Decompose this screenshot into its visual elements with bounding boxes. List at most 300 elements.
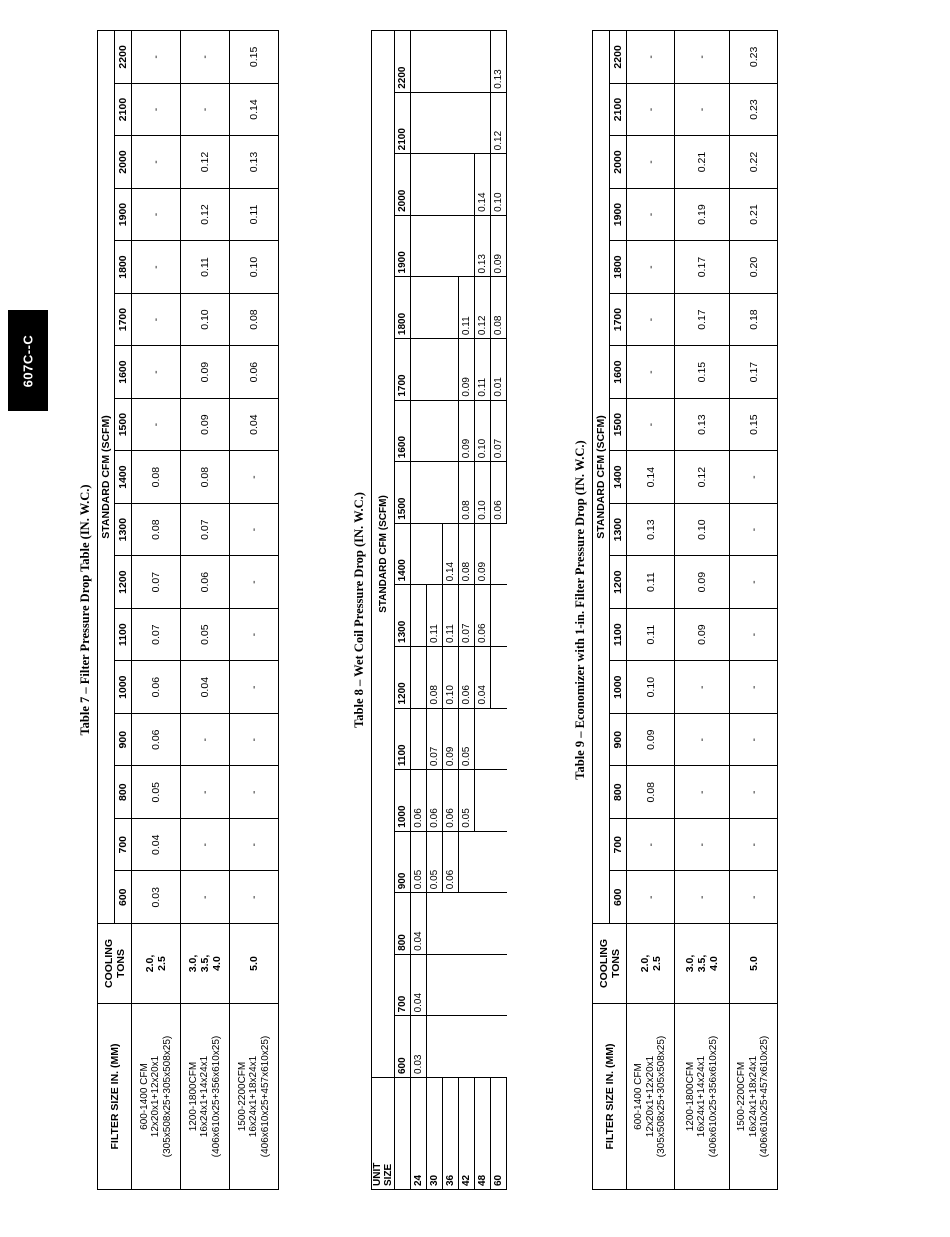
table-9-caption: Table 9 – Economizer with 1-in. Filter Pressure Drop (IN. W.C.) [573, 440, 587, 780]
value-cell [443, 154, 459, 216]
table-8-block [352, 30, 507, 1190]
value-cell [443, 893, 459, 955]
filter-size-line: (406x610x25+356x610x25) [707, 1035, 719, 1158]
value-cell: 0.04 [132, 818, 181, 871]
header-filter-size: FILTER SIZE IN. (MM) [593, 1004, 627, 1190]
cooling-tons-line: 5.0 [747, 956, 760, 971]
filter-size-line: 1500-2200CFM [736, 1061, 748, 1132]
value-cell: 0.09 [491, 215, 507, 277]
value-cell: 0.12 [181, 188, 230, 241]
value-cell: - [627, 293, 675, 346]
value-cell [443, 400, 459, 462]
value-cell: 0.09 [675, 608, 730, 661]
value-cell: 0.06 [475, 585, 491, 647]
value-cell: - [230, 871, 279, 924]
value-cell: - [132, 293, 181, 346]
value-cell [443, 339, 459, 401]
cfm-header-cell: 1700 [115, 293, 132, 346]
table-row [132, 31, 181, 1190]
value-cell [491, 893, 507, 955]
value-cell: 0.11 [443, 585, 459, 647]
table-7 [97, 30, 279, 1190]
value-cell [459, 893, 475, 955]
value-cell [427, 400, 443, 462]
filter-size-line: (406x610x25+457x610x25) [259, 1035, 271, 1158]
side-tab-label: 607C--C [20, 334, 36, 387]
value-cell: - [627, 83, 675, 136]
value-cell: - [627, 31, 675, 84]
value-cell: - [675, 871, 730, 924]
value-cell: 0.07 [459, 585, 475, 647]
table-row [627, 31, 675, 1190]
value-cell: - [730, 503, 778, 556]
value-cell: 0.11 [181, 241, 230, 294]
value-cell: - [132, 83, 181, 136]
cfm-header-cell: 600 [610, 871, 627, 924]
table-row [411, 31, 427, 1190]
value-cell [427, 339, 443, 401]
cfm-header-cell: 1900 [610, 188, 627, 241]
value-cell: - [675, 713, 730, 766]
value-cell: 0.12 [491, 92, 507, 154]
value-cell [427, 462, 443, 524]
value-cell: 0.03 [132, 871, 181, 924]
table-7-caption: Table 7 – Filter Pressure Drop Table (IN. W.C.) [78, 484, 92, 736]
cfm-header-cell: 1800 [115, 241, 132, 294]
value-cell: - [675, 83, 730, 136]
cooling-tons-cell [132, 924, 181, 1004]
filter-size-line: (406x610x25+356x610x25) [210, 1035, 222, 1158]
table-row [675, 31, 730, 1190]
cfm-header-cell: 1700 [395, 339, 411, 401]
value-cell: 0.08 [427, 646, 443, 708]
value-cell: - [181, 818, 230, 871]
value-cell: 0.06 [491, 462, 507, 524]
table-row [475, 31, 491, 1190]
value-cell: - [132, 136, 181, 189]
value-cell: - [230, 451, 279, 504]
cooling-tons-cell [181, 924, 230, 1004]
value-cell: 0.07 [427, 708, 443, 770]
value-cell: 0.17 [675, 241, 730, 294]
value-cell [459, 31, 475, 93]
value-cell: 0.12 [675, 451, 730, 504]
value-cell: - [230, 608, 279, 661]
filter-size-line: 12x20x1+12x20x1 [644, 1055, 656, 1138]
value-cell: 0.22 [730, 136, 778, 189]
table-row [181, 31, 230, 1190]
value-cell: - [230, 661, 279, 714]
value-cell: 0.06 [427, 770, 443, 832]
unit-size-cell: 42 [459, 1078, 475, 1190]
value-cell: - [730, 818, 778, 871]
value-cell: - [675, 661, 730, 714]
value-cell [459, 954, 475, 1016]
value-cell: 0.05 [427, 831, 443, 893]
value-cell [491, 585, 507, 647]
value-cell: - [627, 241, 675, 294]
value-cell: - [730, 713, 778, 766]
value-cell [411, 92, 427, 154]
value-cell [443, 215, 459, 277]
cooling-tons-line: 4.0 [708, 956, 720, 971]
value-cell [475, 954, 491, 1016]
value-cell: - [230, 556, 279, 609]
unit-size-cell: 60 [491, 1078, 507, 1190]
value-cell: 0.15 [230, 31, 279, 84]
value-cell [427, 31, 443, 93]
value-cell: 0.23 [730, 31, 778, 84]
cfm-header-cell: 1300 [610, 503, 627, 556]
cfm-header-cell: 900 [610, 713, 627, 766]
cfm-header-cell: 600 [395, 1016, 411, 1078]
value-cell [491, 1016, 507, 1078]
cfm-header-cell: 2000 [115, 136, 132, 189]
value-cell [475, 831, 491, 893]
value-cell: 0.19 [675, 188, 730, 241]
value-cell: 0.08 [132, 451, 181, 504]
value-cell [427, 1016, 443, 1078]
value-cell: 0.10 [443, 646, 459, 708]
value-cell [459, 1016, 475, 1078]
value-cell: - [132, 188, 181, 241]
value-cell: 0.11 [627, 556, 675, 609]
unit-size-cell: 36 [443, 1078, 459, 1190]
cfm-header-cell: 1100 [395, 708, 411, 770]
value-cell [443, 954, 459, 1016]
filter-size-cell [675, 1004, 730, 1190]
cfm-header-cell: 1200 [395, 646, 411, 708]
cooling-tons-line: 3.0, [684, 954, 696, 973]
cfm-header-cell: 700 [395, 954, 411, 1016]
cfm-header-cell: 1500 [115, 398, 132, 451]
value-cell: 0.14 [443, 523, 459, 585]
value-cell: 0.13 [627, 503, 675, 556]
value-cell: - [230, 713, 279, 766]
value-cell: - [675, 31, 730, 84]
cooling-tons-cell [675, 924, 730, 1004]
cooling-tons-line: 3.5, [696, 954, 708, 973]
table-row [443, 31, 459, 1190]
value-cell: - [730, 608, 778, 661]
cfm-header-cell: 1500 [395, 462, 411, 524]
value-cell: 0.01 [491, 339, 507, 401]
value-cell [491, 646, 507, 708]
value-cell [443, 92, 459, 154]
value-cell: 0.06 [230, 346, 279, 399]
header-filter-size: FILTER SIZE IN. (MM) [98, 1004, 132, 1190]
value-cell: 0.15 [675, 346, 730, 399]
value-cell: 0.10 [230, 241, 279, 294]
value-cell: 0.06 [132, 713, 181, 766]
value-cell [443, 31, 459, 93]
table-8-caption: Table 8 – Wet Coil Pressure Drop (IN. W.C.) [352, 492, 366, 728]
filter-size-line: 16x24x1+18x24x1 [747, 1055, 759, 1138]
cfm-header-cell: 700 [115, 818, 132, 871]
table-row [730, 31, 778, 1190]
value-cell: - [675, 818, 730, 871]
header-cooling-tons: COOLING TONS [98, 924, 132, 1004]
cfm-header-cell: 1100 [610, 608, 627, 661]
value-cell: - [627, 188, 675, 241]
value-cell: - [730, 871, 778, 924]
value-cell: 0.08 [459, 523, 475, 585]
value-cell: 0.06 [459, 646, 475, 708]
value-cell: 0.09 [475, 523, 491, 585]
table-8 [371, 30, 507, 1190]
filter-size-cell [132, 1004, 181, 1190]
value-cell [427, 277, 443, 339]
value-cell: 0.10 [475, 400, 491, 462]
value-cell [411, 462, 427, 524]
cooling-tons-line: 2.0, [638, 954, 651, 973]
value-cell: 0.09 [627, 713, 675, 766]
value-cell: 0.06 [132, 661, 181, 714]
value-cell: 0.15 [730, 398, 778, 451]
value-cell [443, 462, 459, 524]
value-cell: 0.13 [491, 31, 507, 93]
value-cell: 0.09 [459, 400, 475, 462]
unit-size-cell: 48 [475, 1078, 491, 1190]
cfm-header-cell: 2000 [395, 154, 411, 216]
value-cell [427, 893, 443, 955]
header-size-label: SIZE [383, 1163, 394, 1186]
cfm-header-cell: 1300 [395, 585, 411, 647]
value-cell [443, 1016, 459, 1078]
filter-size-line: 16x24x1+14x24x1 [199, 1055, 211, 1138]
value-cell [411, 585, 427, 647]
cooling-tons-line: 3.0, [187, 954, 199, 973]
filter-size-line: 600-1400 CFM [633, 1063, 645, 1130]
value-cell: - [230, 818, 279, 871]
side-tab [8, 310, 48, 411]
table-row [491, 31, 507, 1190]
value-cell: - [627, 871, 675, 924]
value-cell: 0.08 [230, 293, 279, 346]
header-unit-size [372, 1078, 395, 1190]
value-cell [475, 31, 491, 93]
value-cell [443, 277, 459, 339]
cfm-header-cell: 800 [395, 893, 411, 955]
value-cell: - [181, 713, 230, 766]
value-cell [427, 954, 443, 1016]
value-cell: 0.08 [459, 462, 475, 524]
value-cell: 0.07 [132, 556, 181, 609]
value-cell: - [181, 83, 230, 136]
value-cell: 0.04 [181, 661, 230, 714]
cooling-tons-line: 4.0 [211, 956, 223, 971]
value-cell [475, 1016, 491, 1078]
cfm-header-cell: 1700 [610, 293, 627, 346]
filter-size-line: 1500-2200CFM [236, 1061, 248, 1132]
value-cell: - [627, 136, 675, 189]
value-cell: 0.09 [675, 556, 730, 609]
cfm-header-cell: 1100 [115, 608, 132, 661]
value-cell [427, 523, 443, 585]
value-cell: 0.07 [132, 608, 181, 661]
value-cell: 0.05 [459, 708, 475, 770]
filter-size-cell [230, 1004, 279, 1190]
header-spacer [395, 1078, 411, 1190]
cfm-header-cell: 900 [395, 831, 411, 893]
filter-size-line: 1200-1800CFM [684, 1061, 696, 1132]
value-cell [491, 954, 507, 1016]
value-cell: - [230, 766, 279, 819]
value-cell [427, 215, 443, 277]
value-cell [411, 215, 427, 277]
unit-size-cell: 30 [427, 1078, 443, 1190]
cooling-tons-cell [730, 924, 778, 1004]
value-cell: - [132, 346, 181, 399]
filter-size-line: 16x24x1+18x24x1 [248, 1055, 260, 1138]
value-cell: 0.10 [181, 293, 230, 346]
value-cell: - [730, 661, 778, 714]
table-row [427, 31, 443, 1190]
value-cell: 0.14 [230, 83, 279, 136]
cfm-header-cell: 700 [610, 818, 627, 871]
value-cell: 0.07 [491, 400, 507, 462]
value-cell: 0.10 [491, 154, 507, 216]
cfm-header-cell: 2200 [610, 31, 627, 84]
cfm-header-cell: 1400 [395, 523, 411, 585]
cooling-tons-line: 2.5 [156, 956, 168, 971]
value-cell: 0.21 [675, 136, 730, 189]
value-cell [491, 770, 507, 832]
table-7-block [78, 30, 279, 1190]
value-cell [411, 523, 427, 585]
value-cell: 0.09 [459, 339, 475, 401]
cfm-header-cell: 1400 [115, 451, 132, 504]
filter-size-cell [730, 1004, 778, 1190]
cfm-header-cell: 1900 [115, 188, 132, 241]
value-cell [491, 523, 507, 585]
value-cell [411, 708, 427, 770]
value-cell: - [181, 31, 230, 84]
value-cell: 0.07 [181, 503, 230, 556]
filter-size-line: (406x610x25+457x610x25) [759, 1035, 771, 1158]
cfm-header-cell: 800 [115, 766, 132, 819]
cfm-header-cell: 1600 [115, 346, 132, 399]
value-cell: 0.09 [443, 708, 459, 770]
value-cell: - [132, 241, 181, 294]
value-cell: 0.17 [730, 346, 778, 399]
value-cell [411, 646, 427, 708]
value-cell: 0.11 [427, 585, 443, 647]
value-cell: 0.11 [627, 608, 675, 661]
value-cell: 0.12 [181, 136, 230, 189]
value-cell: 0.12 [475, 277, 491, 339]
filter-size-line: 1200-1800CFM [187, 1061, 199, 1132]
value-cell: 0.05 [459, 770, 475, 832]
header-unit-label: UNIT [372, 1162, 383, 1186]
value-cell: 0.08 [132, 503, 181, 556]
value-cell: 0.10 [475, 462, 491, 524]
header-standard-cfm: STANDARD CFM (SCFM) [98, 31, 115, 924]
value-cell: 0.11 [475, 339, 491, 401]
value-cell: 0.10 [627, 661, 675, 714]
cfm-header-cell: 1600 [610, 346, 627, 399]
value-cell: 0.13 [675, 398, 730, 451]
filter-size-line: (305x508x25+305x508x25) [161, 1035, 173, 1158]
value-cell: 0.06 [411, 770, 427, 832]
value-cell: 0.13 [230, 136, 279, 189]
cfm-header-cell: 2000 [610, 136, 627, 189]
value-cell [411, 277, 427, 339]
value-cell [475, 92, 491, 154]
value-cell: - [181, 871, 230, 924]
cfm-header-cell: 1000 [115, 661, 132, 714]
cfm-header-cell: 1000 [395, 770, 411, 832]
value-cell: - [132, 398, 181, 451]
value-cell: 0.08 [181, 451, 230, 504]
value-cell: - [230, 503, 279, 556]
value-cell: 0.20 [730, 241, 778, 294]
value-cell: 0.06 [443, 770, 459, 832]
value-cell [427, 154, 443, 216]
cooling-tons-line: 2.5 [650, 956, 663, 971]
cfm-header-cell: 1400 [610, 451, 627, 504]
value-cell: 0.13 [475, 215, 491, 277]
filter-size-line: 600-1400 CFM [138, 1063, 150, 1130]
value-cell: - [181, 766, 230, 819]
value-cell [459, 215, 475, 277]
value-cell [475, 708, 491, 770]
cfm-header-cell: 1800 [610, 241, 627, 294]
value-cell: 0.05 [132, 766, 181, 819]
value-cell: - [627, 346, 675, 399]
value-cell: 0.06 [443, 831, 459, 893]
value-cell: 0.23 [730, 83, 778, 136]
value-cell: 0.04 [475, 646, 491, 708]
value-cell: 0.21 [730, 188, 778, 241]
value-cell: - [730, 556, 778, 609]
filter-size-cell [627, 1004, 675, 1190]
value-cell: - [730, 766, 778, 819]
cfm-header-cell: 1200 [610, 556, 627, 609]
value-cell [411, 339, 427, 401]
cfm-header-cell: 1500 [610, 398, 627, 451]
table-row [230, 31, 279, 1190]
value-cell: 0.04 [411, 893, 427, 955]
value-cell [459, 831, 475, 893]
cooling-tons-line: 5.0 [248, 956, 260, 971]
value-cell: 0.04 [411, 954, 427, 1016]
value-cell: 0.05 [181, 608, 230, 661]
header-standard-cfm: STANDARD CFM (SCFM) [372, 31, 395, 1078]
value-cell: 0.10 [675, 503, 730, 556]
cfm-header-cell: 2100 [115, 83, 132, 136]
cfm-header-cell: 1300 [115, 503, 132, 556]
header-standard-cfm: STANDARD CFM (SCFM) [593, 31, 610, 924]
value-cell: 0.11 [459, 277, 475, 339]
cfm-header-cell: 900 [115, 713, 132, 766]
value-cell [475, 770, 491, 832]
value-cell [491, 708, 507, 770]
value-cell: 0.09 [181, 346, 230, 399]
value-cell [427, 92, 443, 154]
value-cell: 0.11 [230, 188, 279, 241]
cfm-header-cell: 600 [115, 871, 132, 924]
unit-size-cell: 24 [411, 1078, 427, 1190]
value-cell: - [627, 398, 675, 451]
table-row [459, 31, 475, 1190]
filter-size-line: 12x20x1+12x20x1 [150, 1055, 162, 1138]
cooling-tons-line: 3.5, [199, 954, 211, 973]
value-cell: - [132, 31, 181, 84]
value-cell [411, 400, 427, 462]
value-cell [459, 154, 475, 216]
cfm-header-cell: 1900 [395, 215, 411, 277]
